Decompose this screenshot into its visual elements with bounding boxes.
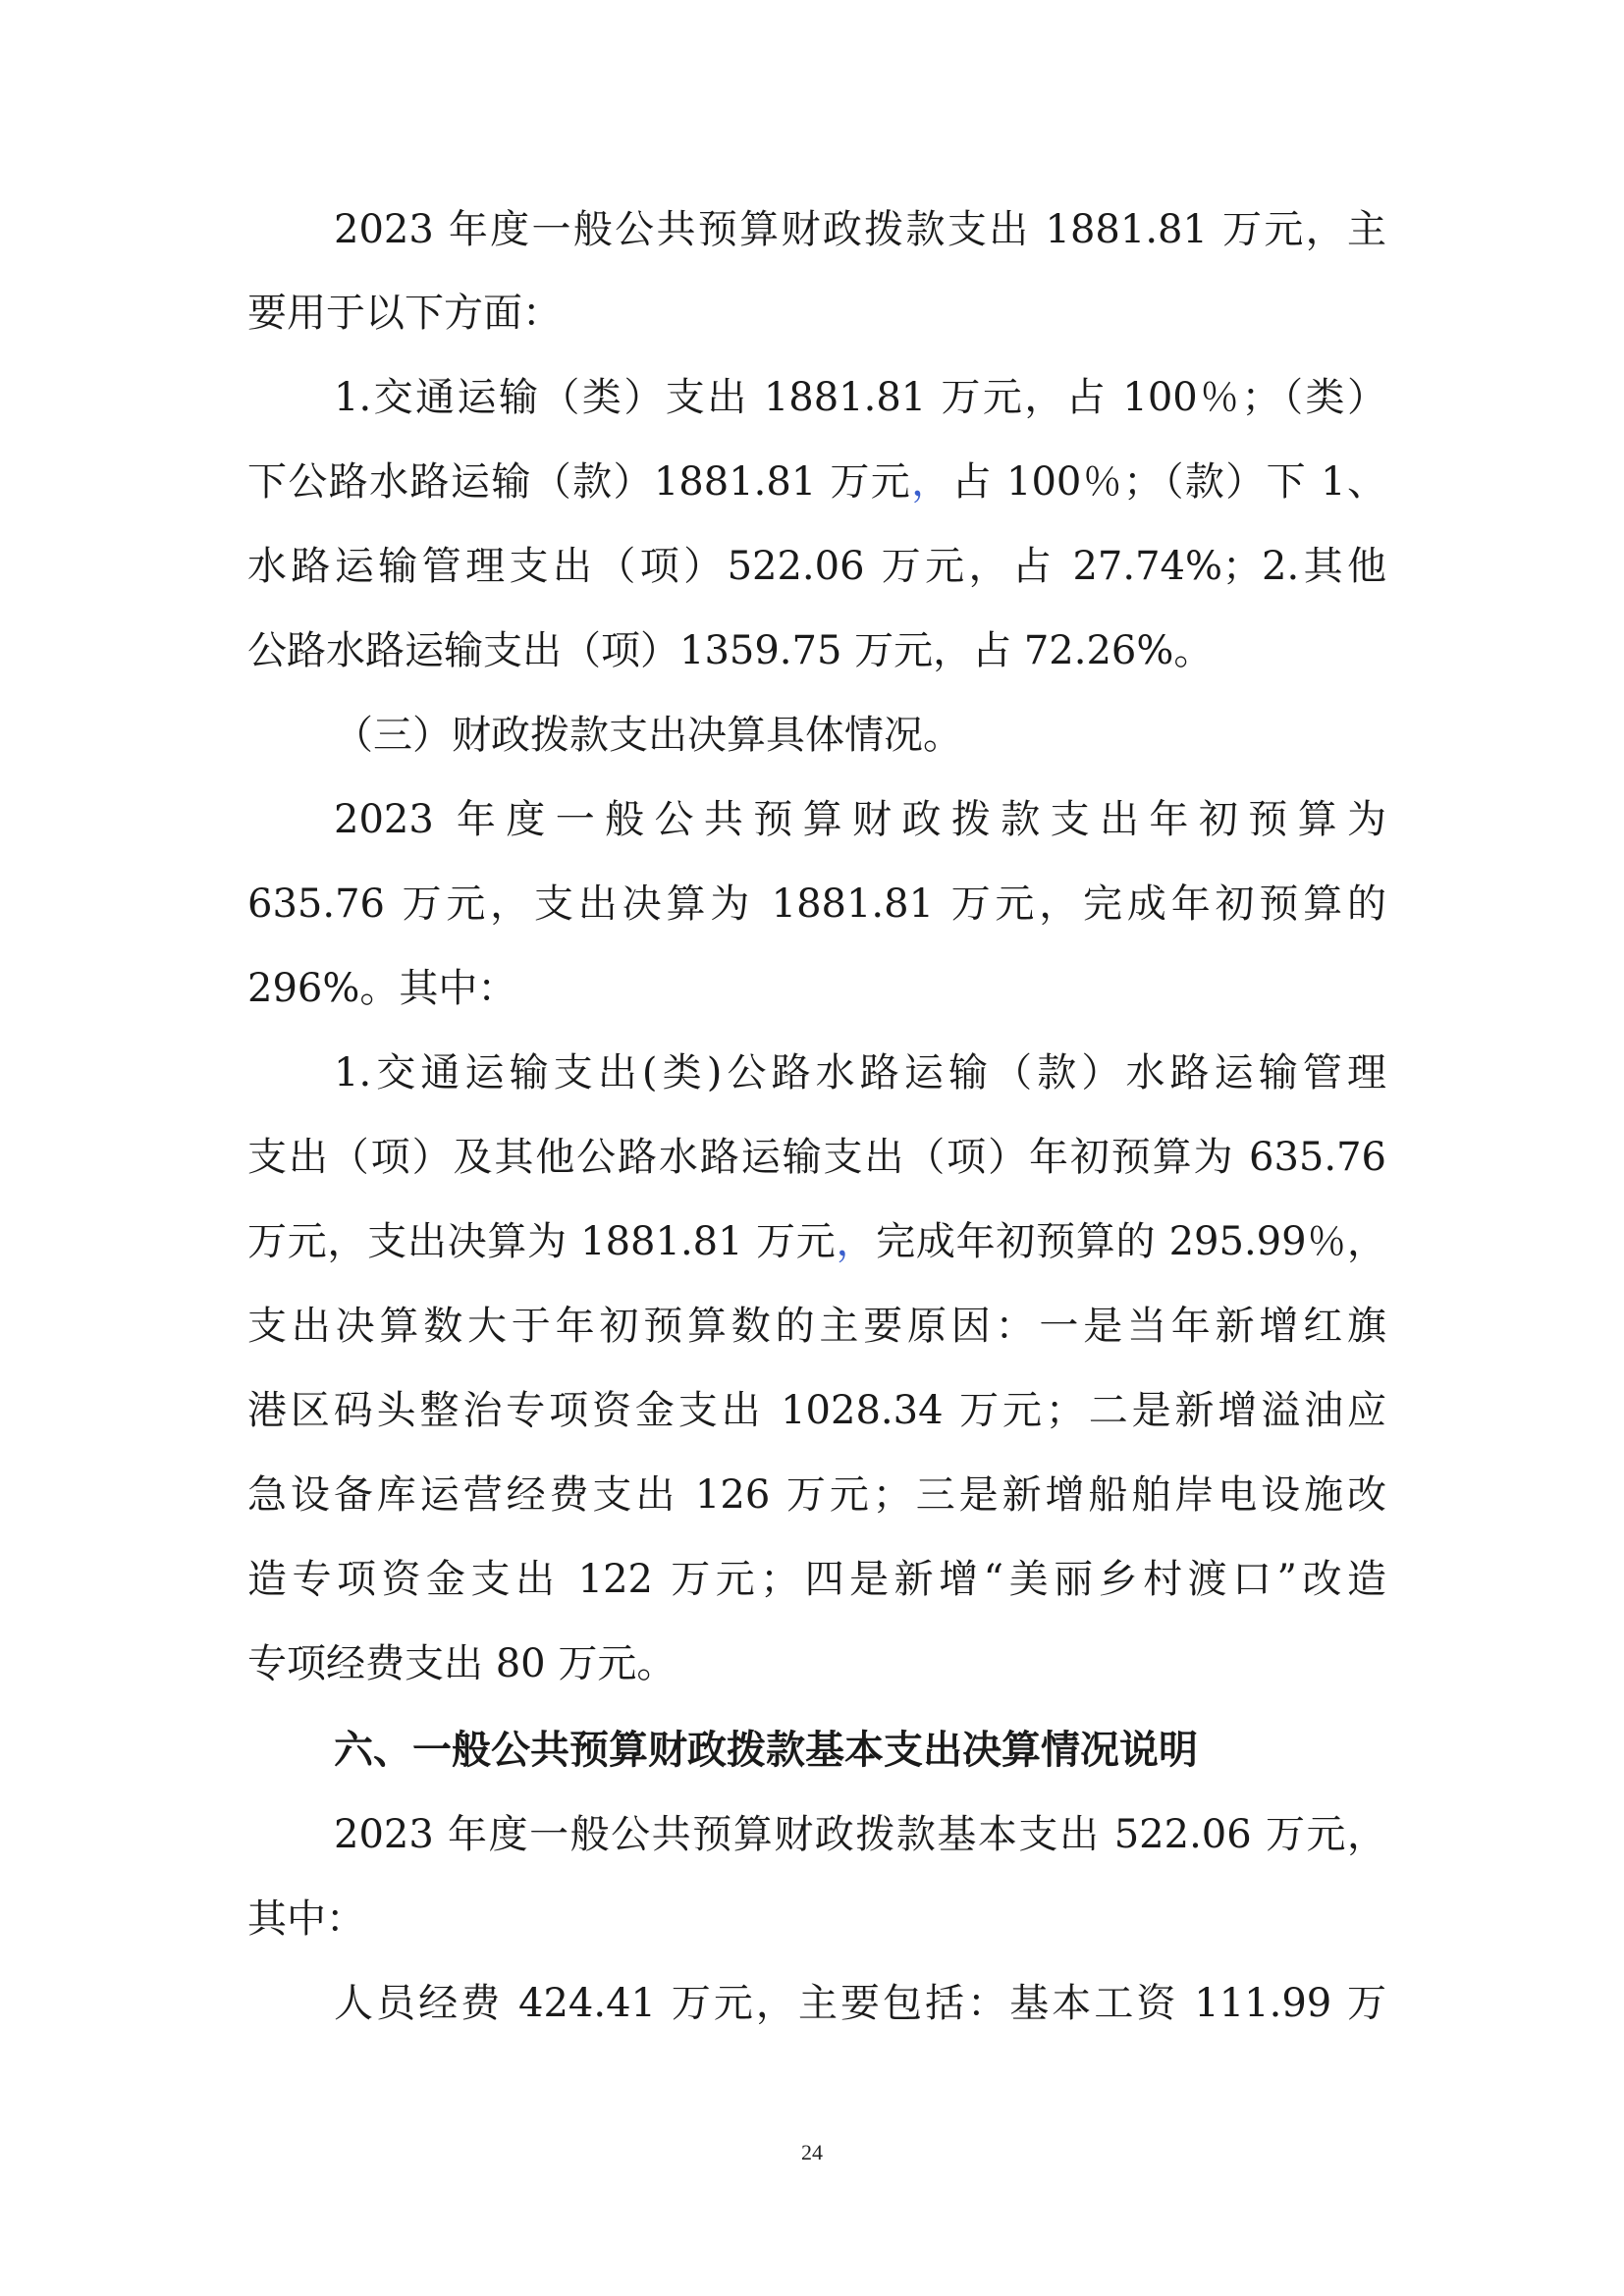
paragraph-line (247, 1212, 1386, 1271)
text-segment: 下公路水路运输（款）1881.81 万元 (247, 459, 912, 505)
comma-mark: ， (911, 459, 952, 505)
text-segment: 万元，支出决算为 1881.81 万元 (247, 1219, 837, 1264)
paragraph-line: 635.76 万元，支出决算为 1881.81 万元，完成年初预算的 (247, 881, 1386, 927)
paragraph-line: 2023 年度一般公共预算财政拨款支出年初预算为 (334, 797, 1386, 842)
paragraph-line: 要用于以下方面： (247, 291, 562, 336)
text-segment: 占 100％；（款）下 1、 (951, 459, 1386, 505)
paragraph-line: 造专项资金支出 122 万元；四是新增“美丽乡村渡口”改造 (247, 1557, 1386, 1602)
paragraph-line: 水路运输管理支出（项）522.06 万元，占 27.74%；2.其他 (247, 544, 1386, 589)
paragraph-line: 专项经费支出 80 万元。 (247, 1641, 677, 1686)
section-heading: 六、一般公共预算财政拨款基本支出决算情况说明 (334, 1728, 1198, 1773)
paragraph-line: 人员经费 424.41 万元，主要包括：基本工资 111.99 万 (334, 1981, 1386, 2026)
paragraph-line: 1.交通运输（类）支出 1881.81 万元，占 100％；（类） (334, 375, 1386, 420)
paragraph-line (247, 453, 1386, 511)
page-number: 24 (801, 2140, 823, 2164)
paragraph-line: 296%。其中： (247, 966, 517, 1011)
paragraph-line: 支出（项）及其他公路水路运输支出（项）年初预算为 635.76 (247, 1135, 1386, 1180)
comma-mark: ， (836, 1219, 877, 1264)
paragraph-line: 公路水路运输支出（项）1359.75 万元，占 72.26%。 (247, 628, 1214, 673)
paragraph-line: 其中： (247, 1896, 365, 1942)
paragraph-line: 2023 年度一般公共预算财政拨款支出 1881.81 万元，主 (334, 207, 1386, 252)
paragraph-line: 支出决算数大于年初预算数的主要原因：一是当年新增红旗 (247, 1304, 1386, 1349)
subheading: （三）财政拨款支出决算具体情况。 (334, 713, 962, 758)
paragraph-line: 港区码头整治专项资金支出 1028.34 万元；二是新增溢油应 (247, 1388, 1386, 1433)
text-segment: 完成年初预算的 295.99％， (876, 1219, 1386, 1264)
paragraph-line: 急设备库运营经费支出 126 万元；三是新增船舶岸电设施改 (247, 1472, 1386, 1518)
paragraph-line: 1.交通运输支出(类)公路水路运输（款）水路运输管理 (334, 1050, 1386, 1095)
paragraph-line: 2023 年度一般公共预算财政拨款基本支出 522.06 万元， (334, 1812, 1386, 1857)
